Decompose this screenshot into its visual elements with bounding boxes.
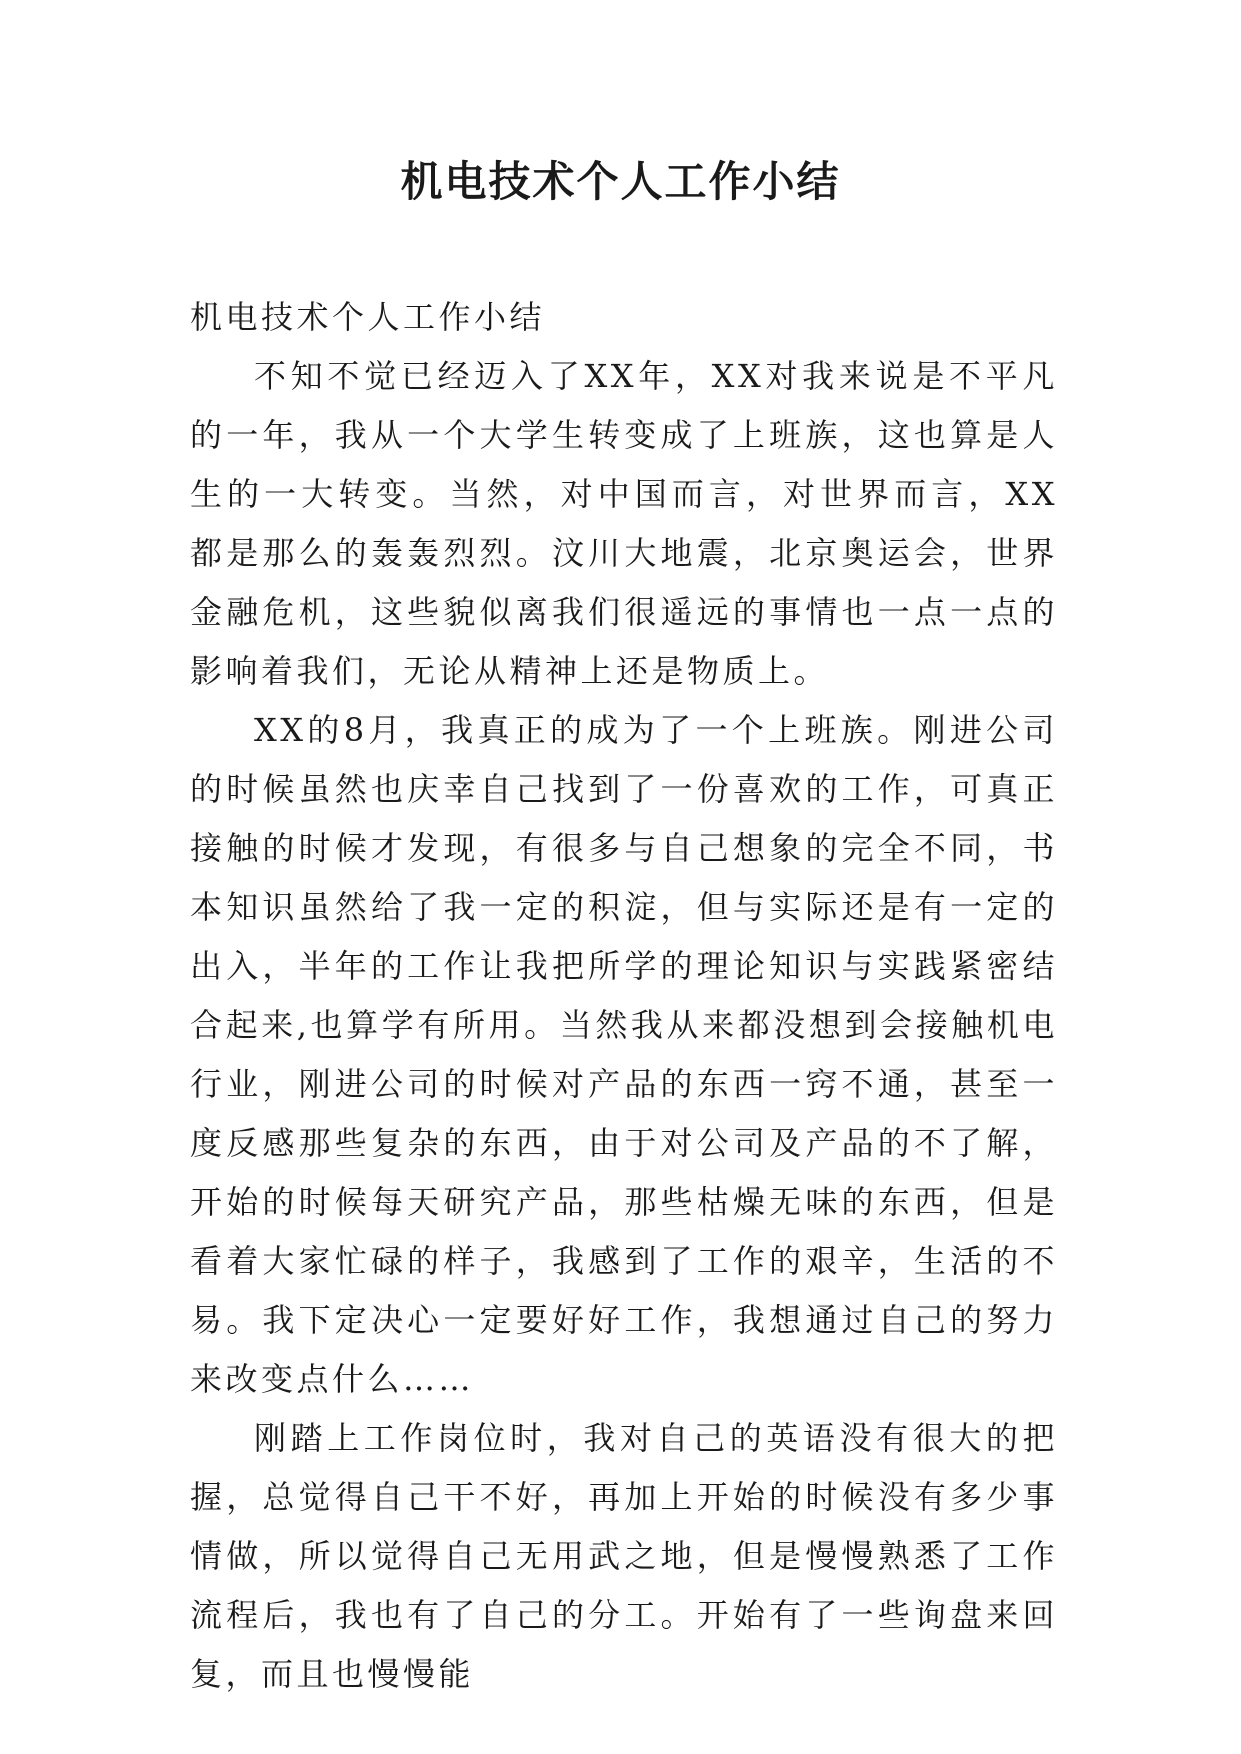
- body-heading: 机电技术个人工作小结: [190, 298, 546, 336]
- document-title: 机电技术个人工作小结: [400, 157, 841, 206]
- paragraph-3: 刚踏上工作岗位时，我对自己的英语没有很大的把握，总觉得自己干不好，再加上开始的时候没有多少事情做，所以觉得自己无用武之地，但是慢慢熟悉了工作流程后，我也有了自己的分工。开始有了一些询盘来回复，而且也慢慢能: [190, 1419, 1058, 1693]
- paragraph-1: 不知不觉已经迈入了XX年，XX对我来说是不平凡的一年，我从一个大学生转变成了上班族，这也算是人生的一大转变。当然，对中国而言，对世界而言，XX都是那么的轰轰烈烈。汶川大地震，北京奥运会，世界金融危机，这些貌似离我们很遥远的事情也一点一点的影响着我们，无论从精神上还是物质上。: [190, 357, 1058, 690]
- document-body: [190, 288, 1058, 1704]
- paragraph-2: XX的8月，我真正的成为了一个上班族。刚进公司的时候虽然也庆幸自己找到了一份喜欢的工作，可真正接触的时候才发现，有很多与自己想象的完全不同，书本知识虽然给了我一定的积淀，但与实际还是有一定的出入，半年的工作让我把所学的理论知识与实践紧密结合起来,也算学有所用。当然我从来都没想到会接触机电行业，刚进公司的时候对产品的东西一窍不通，甚至一度反感那些复杂的东西，由于对公司及产品的不了解，开始的时候每天研究产品，那些枯燥无味的东西，但是看着大家忙碌的样子，我感到了工作的艰辛，生活的不易。我下定决心一定要好好工作，我想通过自己的努力来改变点什么……: [190, 711, 1058, 1398]
